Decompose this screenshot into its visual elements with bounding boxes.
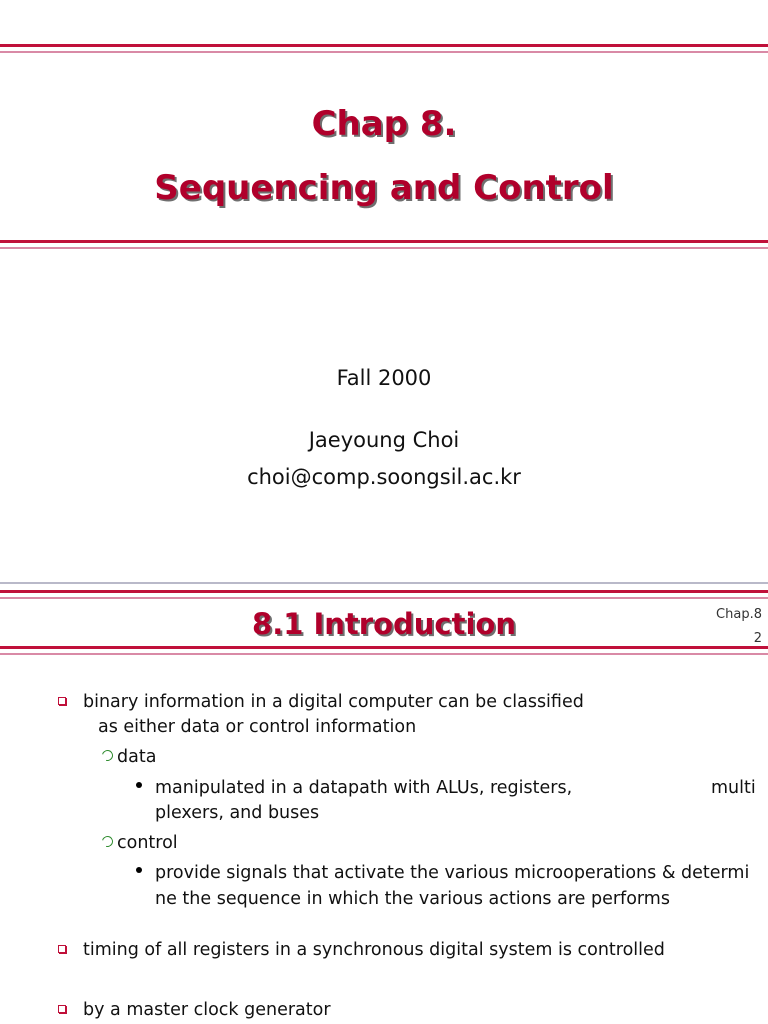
page-number: 2 bbox=[753, 631, 762, 646]
circle-bullet-icon bbox=[100, 834, 115, 849]
control-item-line2: ne the sequence in which the various actions are performs bbox=[155, 889, 670, 909]
author-email: choi@comp.soongsil.ac.kr bbox=[247, 465, 521, 489]
slide1-title-line1: Chap 8. bbox=[311, 104, 457, 144]
circle-bullet-icon bbox=[100, 748, 115, 763]
bullet3: by a master clock generator bbox=[83, 1000, 331, 1020]
slide-separator bbox=[0, 582, 768, 584]
square-bullet-icon bbox=[58, 697, 66, 705]
control-item-line1: provide signals that activate the various microoperations & determi bbox=[155, 863, 750, 883]
top-rule bbox=[0, 44, 768, 47]
slide2-title-rule bbox=[0, 646, 768, 649]
title-bottom-rule-accent bbox=[0, 247, 768, 249]
slide2-title: 8.1 Introduction bbox=[252, 607, 516, 641]
data-item-line1-tail: multi bbox=[711, 778, 756, 798]
slide1-title-line2: Sequencing and Control bbox=[154, 168, 614, 208]
title-bottom-rule bbox=[0, 240, 768, 243]
term-label: Fall 2000 bbox=[336, 366, 432, 390]
bullet1-line1: binary information in a digital computer can be classified bbox=[83, 692, 584, 712]
author-name: Jaeyoung Choi bbox=[308, 428, 460, 452]
data-item-line2: plexers, and buses bbox=[155, 803, 320, 823]
dot-bullet-icon bbox=[136, 782, 142, 788]
subbullet-control: control bbox=[117, 833, 178, 853]
data-item-line1: manipulated in a datapath with ALUs, registers, bbox=[155, 778, 573, 798]
slide2-top-rule-accent bbox=[0, 597, 768, 599]
slide2-top-rule bbox=[0, 590, 768, 593]
slide2-title-rule-accent bbox=[0, 653, 768, 655]
bullet1-line2: as either data or control information bbox=[98, 717, 417, 737]
square-bullet-icon bbox=[58, 1005, 66, 1013]
dot-bullet-icon bbox=[136, 867, 142, 873]
top-rule-accent bbox=[0, 51, 768, 53]
chapter-label: Chap.8 bbox=[716, 607, 762, 622]
subbullet-data: data bbox=[117, 747, 157, 767]
square-bullet-icon bbox=[58, 945, 66, 953]
bullet2: timing of all registers in a synchronous digital system is controlled bbox=[83, 940, 665, 960]
